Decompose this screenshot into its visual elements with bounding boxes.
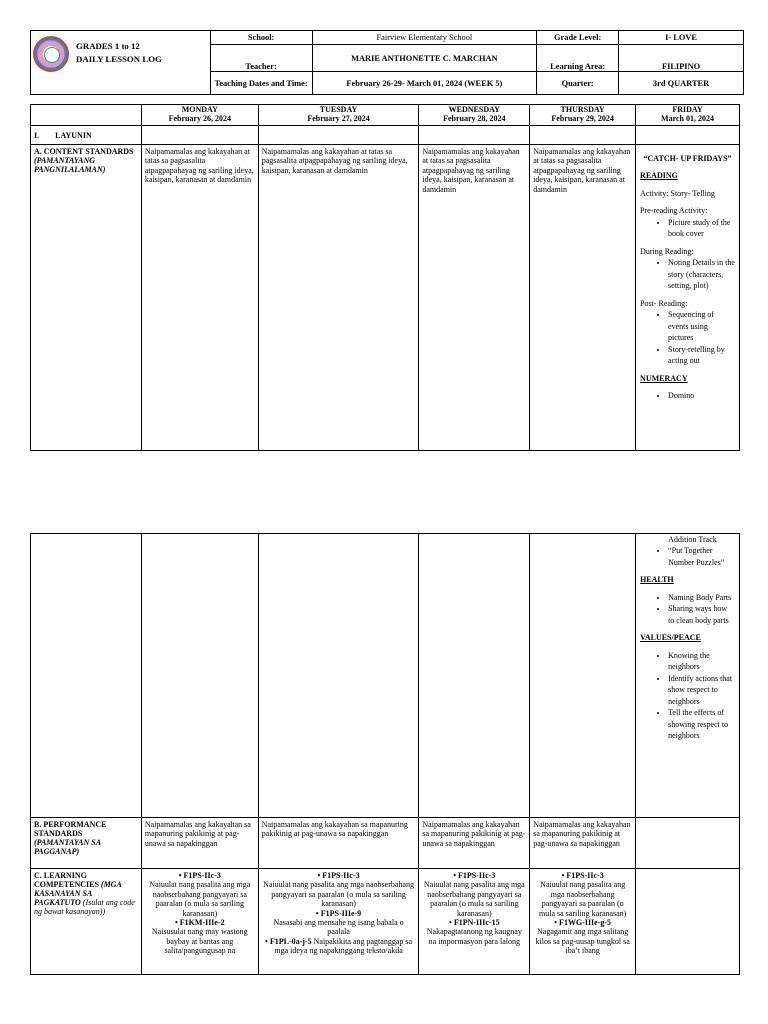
competency-text: Naipakikita ang pagtanggap sa mga ideya ng napakinggang teksto/akda bbox=[274, 936, 413, 956]
quarter-value: 3rd QUARTER bbox=[619, 72, 744, 95]
list-item: • Story-retelling by acting out bbox=[668, 344, 735, 367]
day-date: March 01, 2024 bbox=[661, 114, 714, 123]
friday-title: “CATCH- UP FRIDAYS” bbox=[643, 154, 732, 163]
list-item: • Knowing the neighbors bbox=[668, 650, 735, 673]
title-line1: GRADES 1 to 12 bbox=[76, 41, 140, 51]
competency-code: • F1PS-IIc-3 bbox=[317, 871, 360, 880]
during-reading-list bbox=[640, 257, 735, 292]
school-label: School: bbox=[210, 31, 312, 45]
corner-cell bbox=[31, 105, 142, 126]
section-layunin: I. LAYUNIN bbox=[31, 126, 142, 145]
logo-cell bbox=[31, 31, 211, 95]
lesson-table-continued bbox=[30, 533, 740, 975]
competency-text: Naisusulat nang may wastong baybay at bantas ang salita/pangungusap na bbox=[151, 927, 248, 956]
competencies-tue bbox=[258, 869, 419, 975]
label-filipino: (MGA KASANAYAN SA PAGKATUTO bbox=[34, 880, 122, 907]
content-standards-thu: Naipamamalas ang kakayahan at tatas sa pagsasalita atpagpapahayag ng sariling ideya, kaisipan, karanasan at damdamin bbox=[530, 145, 636, 451]
day-name: TUESDAY bbox=[319, 105, 358, 114]
grade-value: I- LOVE bbox=[619, 31, 744, 45]
numeracy-item-continued: Addition Track bbox=[668, 535, 717, 544]
grade-label: Grade Level: bbox=[537, 31, 619, 45]
teacher-value: MARIE ANTHONETTE C. MARCHAN bbox=[312, 45, 537, 72]
title-line2: DAILY LESSON LOG bbox=[76, 54, 162, 64]
dates-value: February 26-29- March 01, 2024 (WEEK 5) bbox=[312, 72, 537, 95]
performance-standards-wed: Naipamamalas ang kakayahan sa mapanuring pakikinig at pag-unawa sa napakinggan bbox=[419, 818, 530, 869]
competency-text: Naiuulat nang pasalita ang mga naobserbahang pangyayari sa paaralan (o mula sa sariling karanasan) bbox=[423, 880, 525, 918]
day-header-wednesday bbox=[419, 105, 530, 126]
competency-code: • F1PS-IIc-3 bbox=[178, 871, 221, 880]
header-table bbox=[30, 30, 744, 95]
performance-standards-thu: Naipamamalas ang kakayahan sa mapanuring pakikinig at pag-unawa sa napakinggan bbox=[530, 818, 636, 869]
competency-text: Nasasabi ang mensahe ng isang babala o paalala bbox=[273, 918, 404, 937]
school-value: Fairview Elementary School bbox=[312, 31, 537, 45]
health-list bbox=[640, 592, 735, 627]
area-value: FILIPINO bbox=[619, 45, 744, 72]
list-item: • Picture study of the book cover bbox=[668, 217, 735, 240]
list-item: • Tell the effects of showing respect to neighbors bbox=[668, 707, 735, 742]
area-label: Learning Area: bbox=[537, 45, 619, 72]
day-date: February 27, 2024 bbox=[307, 114, 370, 123]
label-note: (Isulat ang code ng bawat kasanayan)) bbox=[34, 898, 135, 916]
post-reading-list bbox=[640, 309, 735, 367]
health-heading: HEALTH bbox=[640, 575, 674, 584]
dates-label: Teaching Dates and Time: bbox=[210, 72, 312, 95]
catch-up-friday-cell bbox=[636, 145, 740, 451]
day-header-thursday bbox=[530, 105, 636, 126]
competencies-wed bbox=[419, 869, 530, 975]
performance-standards-label bbox=[31, 818, 142, 869]
list-item: • Naming Body Parts bbox=[668, 592, 735, 604]
pre-reading-label: Pre-reading Activity: bbox=[640, 206, 708, 215]
day-name: MONDAY bbox=[181, 105, 218, 114]
label-filipino: (PAMANTAYANG PANGNILALAMAN) bbox=[34, 156, 106, 174]
competency-code: • F1WG-IIIe-g-5 bbox=[554, 918, 612, 928]
pre-reading-list bbox=[640, 217, 735, 240]
list-item: • Identify actions that show respect to neighbors bbox=[668, 673, 735, 708]
content-standards-wed: Naipamamalas ang kakayahan at tatas sa pagsasalita atpagpapahayag ng sariling ideya, kaisipan, karanasan at damdamin bbox=[419, 145, 530, 451]
activity-text: Activity: Story- Telling bbox=[640, 188, 715, 198]
competency-code: • F1PN-IIIc-15 bbox=[449, 918, 500, 928]
catch-up-friday-cell-continued bbox=[636, 534, 740, 818]
list-item: • Domino bbox=[668, 390, 735, 402]
competency-text: Nagagamit ang mga salitang kilos sa pag-uusap tungkol sa iba’t ibang bbox=[535, 927, 630, 956]
numeracy-list bbox=[640, 390, 735, 402]
reading-heading: READING bbox=[640, 171, 678, 180]
competency-text: Naiuulat nang pasalita ang mga naobserbahang pangyayari sa paaralan (o mula sa sariling karanasan) bbox=[539, 880, 627, 918]
competency-text: Naiuulat nang pasalita ang mga naobserbahang pangyayari sa paaralan (o mula sa sariling karanasan) bbox=[263, 880, 414, 909]
day-date: February 28, 2024 bbox=[443, 114, 506, 123]
day-header-friday bbox=[636, 105, 740, 126]
competency-code: • F1PS-IIc-3 bbox=[561, 871, 604, 880]
day-name: WEDNESDAY bbox=[448, 105, 500, 114]
performance-standards-mon: Naipamamalas ang kakayahan sa mapanuring pakikinig at pag-unawa sa napakinggan bbox=[141, 818, 258, 869]
list-item: • Noting Details in the story (characters, setting, plot) bbox=[668, 257, 735, 292]
label-text: C. LEARNING COMPETENCIES bbox=[34, 871, 99, 889]
teacher-label: Teacher: bbox=[210, 45, 312, 72]
label-filipino: (PAMANTAYAN SA PAGGANAP) bbox=[34, 838, 101, 856]
list-item: • “Put Together Number Puzzles” bbox=[668, 545, 735, 568]
numeracy-heading: NUMERACY bbox=[640, 373, 688, 383]
learning-competencies-label bbox=[31, 869, 142, 975]
performance-standards-tue: Naipamamalas ang kakayahan sa mapanuring pakikinig at pag-unawa sa napakinggan bbox=[258, 818, 419, 869]
day-header-monday bbox=[141, 105, 258, 126]
day-name: THURSDAY bbox=[560, 105, 605, 114]
day-date: February 29, 2024 bbox=[551, 114, 614, 123]
competency-text: Nakapagtatanong ng kaugnay na impormasyon para lalong bbox=[426, 927, 522, 946]
lesson-table bbox=[30, 104, 740, 451]
day-date: February 26, 2024 bbox=[168, 114, 232, 123]
competency-text: Naiuulat nang pasalita ang mga naobserbahang pangyayari sa paaralan (o mula sa sariling karanasan) bbox=[149, 880, 251, 918]
competencies-mon bbox=[141, 869, 258, 975]
post-reading-label: Post- Reading: bbox=[640, 298, 688, 308]
content-standards-mon: Naipamamalas ang kakayahan at tatas sa pagsasalita atpagpapahayag ng sariling ideya, kaisipan, karanasan at damdamin bbox=[141, 145, 258, 451]
competency-code: • F1PL-0a-j-5 bbox=[265, 936, 312, 946]
list-item: • Sequencing of events using pictures bbox=[668, 309, 735, 344]
numeracy-list-continued bbox=[640, 545, 735, 568]
values-heading: VALUES/PEACE bbox=[640, 633, 701, 642]
day-header-tuesday bbox=[258, 105, 419, 126]
during-reading-label: During Reading: bbox=[640, 246, 694, 256]
quarter-label: Quarter: bbox=[537, 72, 619, 95]
list-item: • Sharing ways how to clean body parts bbox=[668, 603, 735, 626]
competencies-thu bbox=[530, 869, 636, 975]
label-text: A. CONTENT STANDARDS bbox=[34, 147, 134, 156]
content-standards-tue: Naipamamalas ang kakayahan at tatas sa pagsasalita atpagpapahayag ng sariling ideya, kaisipan, karanasan at damdamin bbox=[258, 145, 419, 451]
competency-code: • F1KM-IIIe-2 bbox=[174, 918, 225, 928]
competency-code: • F1PS-IIIe-9 bbox=[315, 908, 362, 918]
label-text: B. PERFORMANCE STANDARDS bbox=[34, 820, 107, 838]
day-name: FRIDAY bbox=[672, 105, 703, 114]
competency-code: • F1PS-IIc-3 bbox=[453, 871, 496, 880]
content-standards-label bbox=[31, 145, 142, 451]
values-list bbox=[640, 650, 735, 742]
